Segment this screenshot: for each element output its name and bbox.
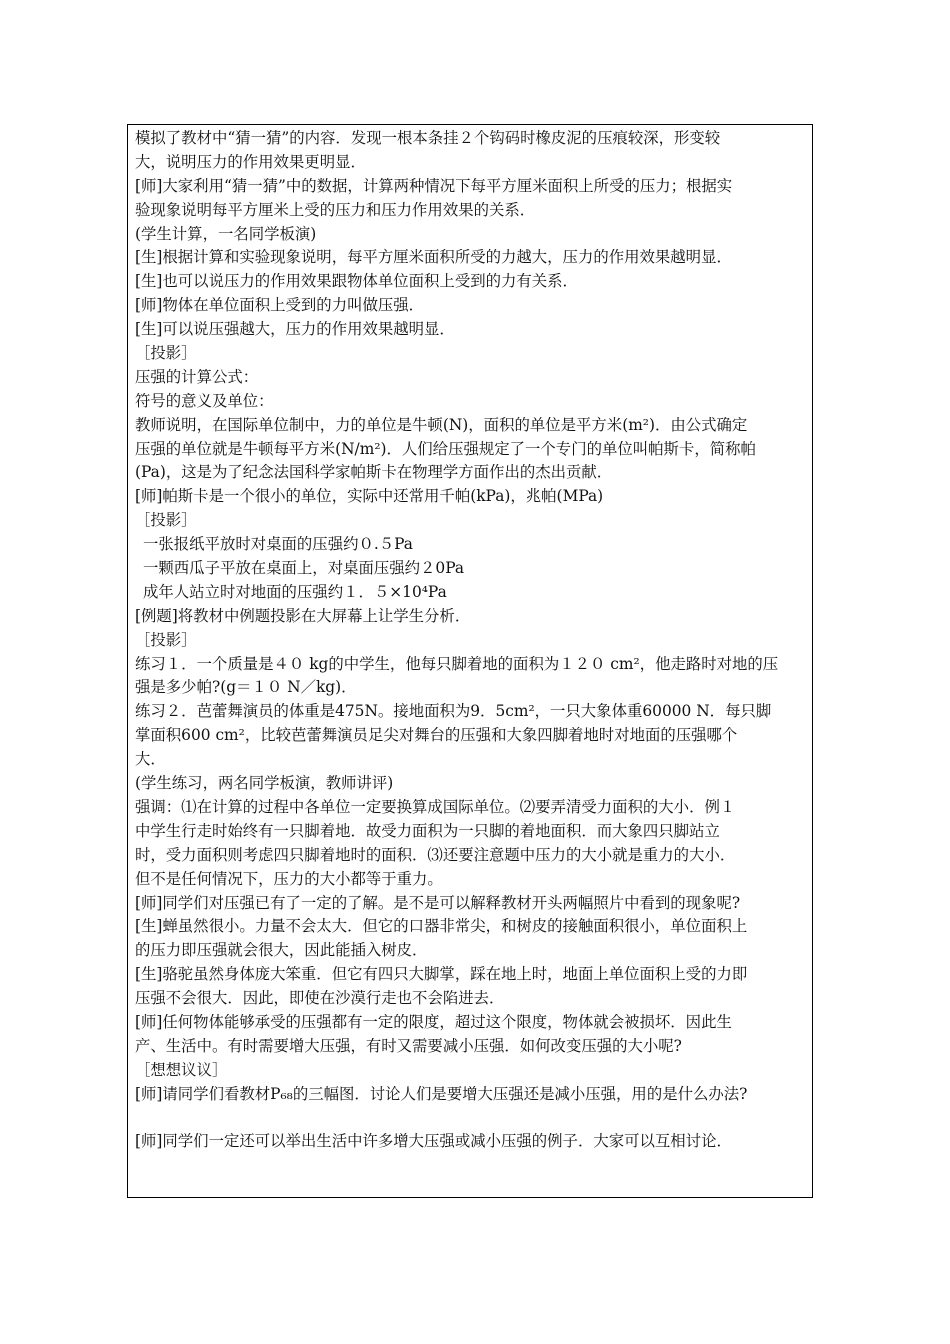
text-line: 压强不会很大．因此，即使在沙漠行走也不会陷进去． (135, 989, 505, 1008)
text-line: 练习１．一个质量是４０ kg的中学生，他每只脚着地的面积为１２０ cm²，他走路时对地的压 (135, 654, 779, 673)
text-line: [师]请同学们看教材P₆₈的三幅图．讨论人们是要增大压强还是减小压强，用的是什么办法? (135, 1084, 748, 1103)
text-line: [师]同学们一定还可以举出生活中许多增大压强或减小压强的例子．大家可以互相讨论． (135, 1132, 732, 1151)
text-line: (学生练习，两名同学板演，教师讲评) (135, 774, 394, 793)
lesson-text (135, 127, 807, 1154)
text-line: 时，受力面积则考虑四只脚着地时的面积．⑶还要注意题中压力的大小就是重力的大小． (135, 845, 736, 864)
text-line: [例题]将教材中例题投影在大屏幕上让学生分析． (135, 606, 471, 625)
text-line: ［投影］ (135, 344, 197, 363)
text-line: 压强的计算公式： (135, 367, 259, 386)
text-line: ［投影］ (135, 511, 197, 530)
text-line: [师]任何物体能够承受的压强都有一定的限度，超过这个限度，物体就会被损坏．因此生 (135, 1012, 732, 1031)
text-line: 成年人站立时对地面的压强约１．５×10⁴Pa (143, 582, 447, 601)
text-line: 符号的意义及单位： (135, 391, 274, 410)
text-line: [生]骆驼虽然身体庞大笨重．但它有四只大脚掌，踩在地上时，地面上单位面积上受的力即 (135, 965, 748, 984)
text-line: 产、生活中。有时需要增大压强，有时又需要减小压强．如何改变压强的大小呢? (135, 1036, 682, 1055)
text-line: 一颗西瓜子平放在桌面上，对桌面压强约２0Pa (143, 559, 465, 578)
text-line: 一张报纸平放时对桌面的压强约０.５Pa (143, 535, 413, 554)
text-line: [生]蝉虽然很小。力量不会太大．但它的口器非常尖，和树皮的接触面积很小，单位面积上 (135, 917, 748, 936)
text-line: 压强的单位就是牛顿每平方米(N/m²)．人们给压强规定了一个专门的单位叫帕斯卡，简称帕 (135, 439, 756, 458)
table-right-border (812, 124, 813, 1198)
text-line: 练习２．芭蕾舞演员的体重是475N。接地面积为9．5cm²，一只大象体重60000 N．每只脚 (135, 702, 772, 721)
text-line: 中学生行走时始终有一只脚着地．故受力面积为一只脚的着地面积．而大象四只脚站立 (135, 821, 720, 840)
text-line: [师]帕斯卡是一个很小的单位，实际中还常用千帕(kPa)，兆帕(MPa) (135, 487, 604, 506)
text-line: [师]物体在单位面积上受到的力叫做压强． (135, 296, 425, 315)
text-line: [生]也可以说压力的作用效果跟物体单位面积上受到的力有关系． (135, 272, 578, 291)
text-line: [师]同学们对压强已有了一定的了解。是不是可以解释教材开头两幅照片中看到的现象呢? (135, 893, 741, 912)
blank-line (135, 1107, 807, 1131)
text-line: [生]可以说压强越大，压力的作用效果越明显． (135, 320, 455, 339)
table-bottom-border (127, 1197, 813, 1198)
text-line: (学生计算，一名同学板演) (135, 224, 317, 243)
text-line: 大，说明压力的作用效果更明显． (135, 152, 366, 171)
text-line: 强是多少帕?(g＝１０ N／kg)． (135, 678, 357, 697)
text-line: ［想想议议］ (135, 1060, 228, 1079)
text-line: (Pa)，这是为了纪念法国科学家帕斯卡在物理学方面作出的杰出贡献． (135, 463, 613, 482)
text-line: 但不是任何情况下，压力的大小都等于重力。 (135, 869, 443, 888)
text-line: 强调：⑴在计算的过程中各单位一定要换算成国际单位。⑵要弄清受力面积的大小．例１ (135, 797, 736, 816)
text-line: 掌面积600 cm²，比较芭蕾舞演员足尖对舞台的压强和大象四脚着地时对地面的压强哪个 (135, 726, 738, 745)
text-line: 验现象说明每平方厘米上受的压力和压力作用效果的关系． (135, 200, 536, 219)
text-line: 大． (135, 750, 166, 769)
text-line: 模拟了教材中“猜一猜”的内容．发现一根本条挂２个钩码时橡皮泥的压痕较深，形变较 (135, 129, 721, 147)
text-line: ［投影］ (135, 630, 197, 649)
text-line: 教师说明，在国际单位制中，力的单位是牛顿(N)，面积的单位是平方米(m²)．由公式确定 (135, 415, 748, 434)
table-left-border (127, 124, 128, 1198)
text-line: 的压力即压强就会很大，因此能插入树皮． (135, 941, 428, 960)
table-top-border (127, 124, 813, 125)
text-line: [生]根据计算和实验现象说明，每平方厘米面积所受的力越大，压力的作用效果越明显． (135, 248, 732, 267)
text-line: [师]大家利用“猜一猜”中的数据，计算两种情况下每平方厘米面积上所受的压力；根据实 (135, 176, 733, 195)
